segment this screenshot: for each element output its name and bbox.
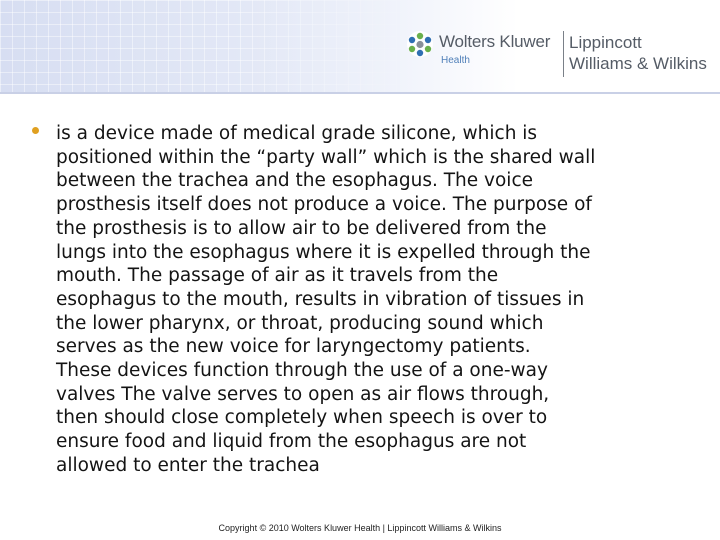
body-line: is a device made of medical grade silicone, which is	[56, 123, 538, 144]
wolters-kluwer-mark-icon	[406, 30, 434, 58]
body-line: lungs into the esophagus where it is expelled through the	[56, 241, 591, 263]
body-line: valves The valve serves to open as air flows through,	[56, 383, 550, 405]
body-line: the lower pharynx, or throat, producing sound which	[56, 312, 544, 334]
partner-name-line2: Williams & Wilkins	[569, 54, 707, 73]
body-line: These devices function through the use of a one-way	[56, 360, 548, 382]
logo-divider	[563, 31, 564, 77]
body-line: positioned within the “party wall” which is the shared wall	[56, 146, 596, 168]
body-line: serves as the new voice for laryngectomy patients.	[56, 336, 531, 358]
body-line: esophagus to the mouth, results in vibration of tissues in	[56, 288, 585, 310]
body-line: then should close completely when speech is over to	[56, 407, 548, 429]
body-line: between the trachea and the esophagus. The voice	[56, 170, 533, 192]
header-divider	[0, 92, 720, 94]
header-grid-pattern	[0, 0, 430, 92]
brand-subtitle: Health	[441, 55, 470, 66]
body-line: the prosthesis is to allow air to be delivered from the	[56, 217, 547, 239]
slide-content	[32, 122, 712, 478]
brand-name: Wolters Kluwer	[439, 32, 551, 51]
body-line: allowed to enter the trachea	[56, 454, 320, 476]
copyright-footer: Copyright © 2010 Wolters Kluwer Health | Lippincott Williams & Wilkins	[218, 523, 502, 533]
body-line: ensure food and liquid from the esophagus are not	[56, 431, 527, 453]
body-line: mouth. The passage of air as it travels from the	[56, 265, 499, 287]
body-line: prosthesis itself does not produce a voice. The purpose of	[56, 194, 592, 216]
partner-name-line1: Lippincott	[569, 33, 642, 52]
publisher-logo	[406, 28, 718, 80]
bullet-dot-icon	[32, 127, 39, 134]
bullet-item	[32, 122, 712, 478]
